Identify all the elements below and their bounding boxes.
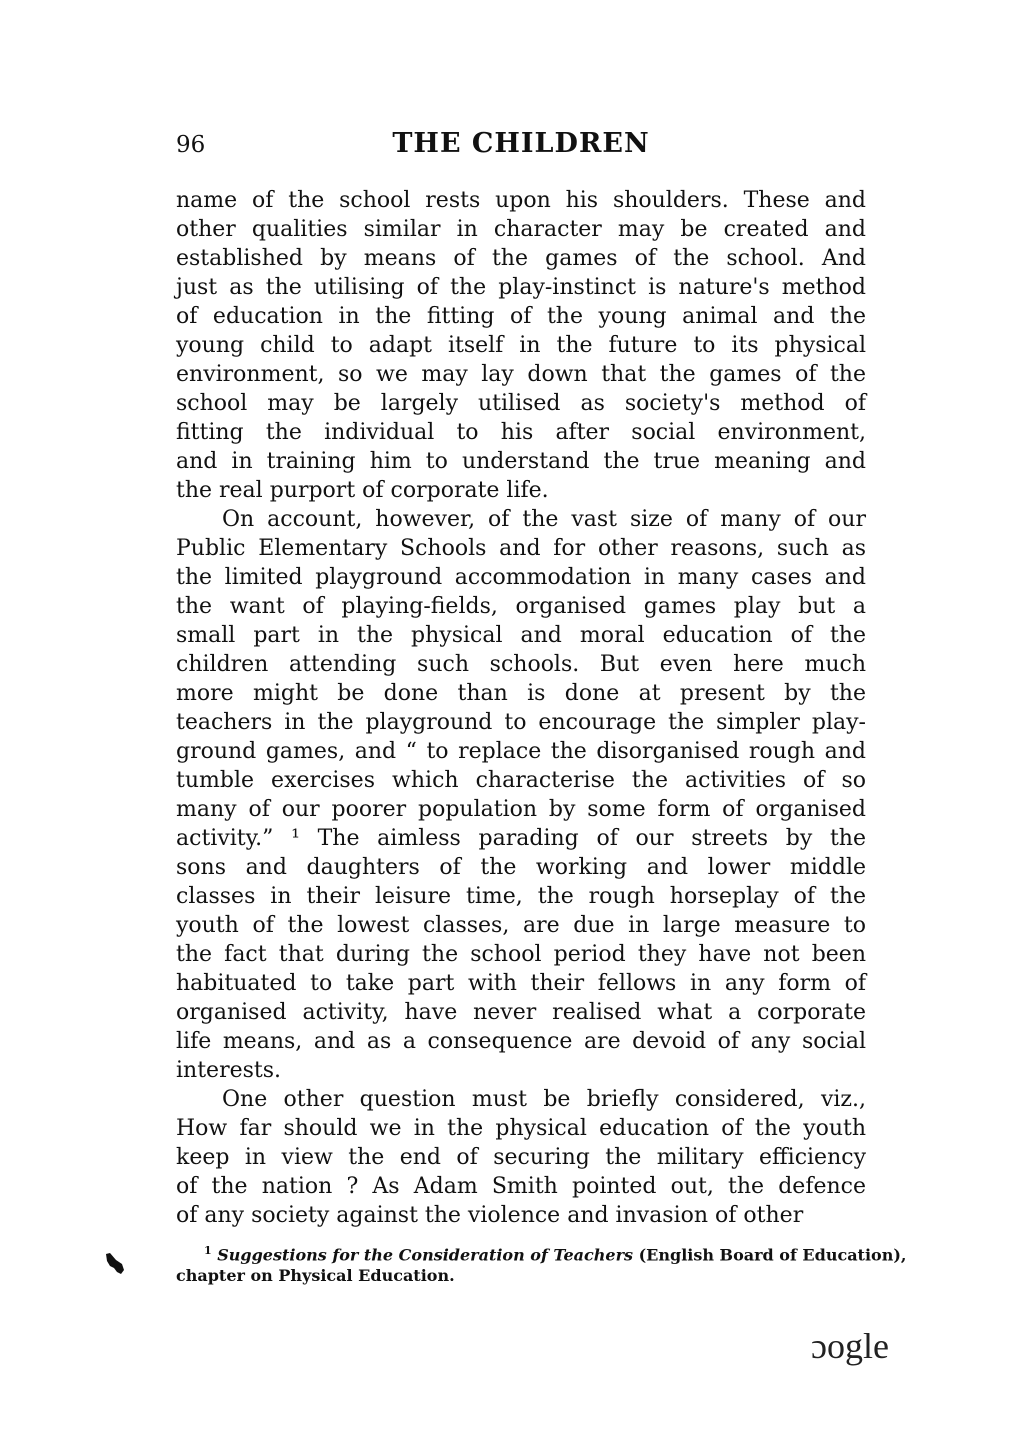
text-line: youth of the lowest classes, are due in large measure to: [176, 913, 866, 938]
text-line: of the nation ? As Adam Smith pointed out, the defence: [176, 1174, 866, 1199]
text-line: more might be done than is done at present by the: [176, 681, 866, 706]
text-line: Public Elementary Schools and for other reasons, such as: [176, 536, 866, 561]
text-line: fitting the individual to his after social environment,: [176, 420, 866, 445]
text-line: the limited playground accommodation in many cases and: [176, 565, 866, 590]
text-line: organised activity, have never realised what a corporate: [176, 1000, 866, 1025]
footnote-source-publisher: (English Board of Education),: [633, 1245, 907, 1265]
text-line: of any society against the violence and invasion of other: [176, 1203, 804, 1228]
google-watermark: ɔogle: [811, 1326, 889, 1366]
text-line: the fact that during the school period they have not been: [176, 942, 866, 967]
pointing-hand-icon: [104, 1252, 126, 1276]
text-line: name of the school rests upon his shoulders. These and: [176, 188, 866, 213]
text-line: small part in the physical and moral education of the: [176, 623, 866, 648]
text-line: the real purport of corporate life.: [176, 478, 549, 503]
body-text: [176, 186, 866, 1230]
text-line: teachers in the playground to encourage the simpler play-: [176, 710, 866, 735]
text-line: One other question must be briefly considered, viz.,: [222, 1087, 866, 1112]
text-line: How far should we in the physical education of the youth: [176, 1116, 866, 1141]
footnote-line: [176, 1238, 907, 1265]
text-line: interests.: [176, 1058, 282, 1083]
footnote: [176, 1238, 907, 1288]
footnote-line: chapter on Physical Education.: [176, 1266, 455, 1285]
text-line: young child to adapt itself in the future to its physical: [176, 333, 866, 358]
text-line: children attending such schools. But even here much: [176, 652, 866, 677]
text-line: classes in their leisure time, the rough horseplay of the: [176, 884, 866, 909]
text-line: keep in view the end of securing the military efficiency: [176, 1145, 866, 1170]
text-line: On account, however, of the vast size of many of our: [222, 507, 866, 532]
footnote-source-title: Suggestions for the Consideration of Teachers: [217, 1245, 634, 1265]
text-line: ground games, and “ to replace the disorganised rough and: [176, 739, 866, 764]
text-line: of education in the fitting of the young animal and the: [176, 304, 866, 329]
page-header: [176, 128, 866, 164]
text-line: established by means of the games of the school. And: [176, 246, 866, 271]
running-title: THE CHILDREN: [392, 128, 650, 159]
page-number: 96: [176, 132, 206, 158]
text-line: just as the utilising of the play-instinct is nature's method: [176, 275, 866, 300]
text-line: and in training him to understand the true meaning and: [176, 449, 866, 474]
footnote-marker: 1: [204, 1244, 212, 1257]
text-line: many of our poorer population by some form of organised: [176, 797, 866, 822]
text-line: other qualities similar in character may be created and: [176, 217, 866, 242]
text-line: life means, and as a consequence are devoid of any social: [176, 1029, 866, 1054]
text-line: tumble exercises which characterise the activities of so: [176, 768, 866, 793]
text-line: the want of playing-fields, organised games play but a: [176, 594, 866, 619]
text-line: habituated to take part with their fellows in any form of: [176, 971, 866, 996]
text-line: activity.” ¹ The aimless parading of our streets by the: [176, 826, 866, 851]
text-line: sons and daughters of the working and lower middle: [176, 855, 866, 880]
text-line: environment, so we may lay down that the games of the: [176, 362, 866, 387]
text-line: school may be largely utilised as society's method of: [176, 391, 866, 416]
